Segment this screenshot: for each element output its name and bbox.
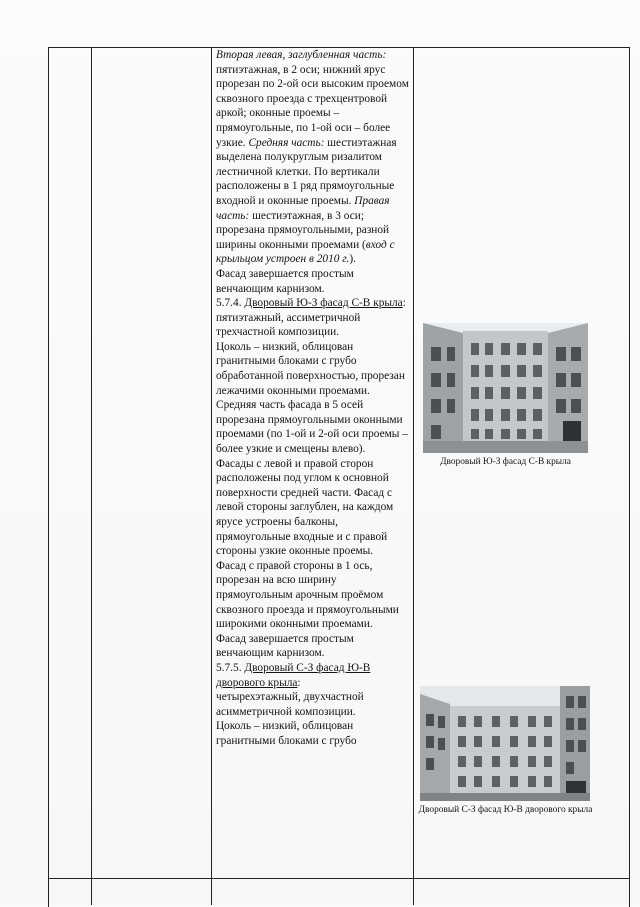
facade-photo-1-image	[423, 323, 588, 453]
photo-cell-1	[418, 323, 593, 468]
photo-caption-2: Дворовый С-З фасад Ю-В дворового крыла	[418, 805, 593, 815]
paragraph-left-part	[216, 48, 411, 267]
text-middle-part: шестиэтажная выделена полукруглым ризалитом лестничной клетки. По вертикали расположены в 1 ряд прямоугольные входной и оконные проемы.	[216, 136, 397, 207]
paragraph-cornice: Фасад завершается простым венчающим карнизом.	[216, 267, 354, 295]
section-number: 5.7.4.	[216, 297, 242, 310]
text-right-part: шестиэтажная, в 3 оси; прорезана прямоугольными, разной ширины оконными проемами (	[216, 209, 390, 251]
section-title: Дворовый С-З фасад Ю-В дворового крыла	[216, 661, 371, 689]
paragraph: четырехэтажный, двухчастной асимметричной композиции.	[216, 691, 364, 718]
section-heading-5-7-5: 5.7.5. Дворовый С-З фасад Ю-В дворового крыла:	[216, 661, 371, 689]
section-number: 5.7.5.	[216, 661, 242, 674]
description-column	[216, 48, 411, 749]
facade-photo-2-image	[420, 686, 590, 801]
subheading-left-part: Вторая левая, заглубленная часть:	[216, 49, 387, 61]
column-divider-3	[413, 47, 414, 905]
section-title: Дворовый Ю-З фасад С-В крыла	[244, 297, 403, 310]
text-left-part: пятиэтажная, в 2 оси; нижний ярус прорезан по 2-ой оси высоким проемом сквозного проезда с трехцентровой аркой; оконные проемы – прямоугольные, по 1-ой оси – более узкие.	[216, 63, 409, 149]
column-divider-2	[211, 47, 212, 905]
photo-cell-2	[418, 686, 593, 816]
subheading-middle-part: Средняя часть:	[248, 136, 325, 149]
paragraph: Фасад завершается простым венчающим карнизом.	[216, 632, 354, 660]
paragraph: пятиэтажный, ассиметричной трехчастной композиции.	[216, 311, 361, 339]
text-right-part-end: ).	[349, 253, 357, 266]
paragraph: Фасады с левой и правой сторон расположены под углом к основной поверхности средней части. Фасад с левой стороны заглублен, на каждом ярусе устроены балконы, прямоугольные входные и с правой стороны узкие оконные проемы.	[216, 457, 394, 558]
facade-photo-2	[420, 686, 590, 801]
section-heading-5-7-4: 5.7.4. Дворовый Ю-З фасад С-В крыла:	[216, 297, 406, 310]
paragraph: Средняя часть фасада в 5 осей прорезана прямоугольными оконными проемами (по 1-ой и 2-ой оси проемы – более узкие и смещены влево).	[216, 399, 408, 456]
bottom-rule	[48, 878, 630, 879]
paragraph: Цоколь – низкий, облицован гранитными блоками с грубо обработанной поверхностью, прорезан лежачими оконными проемами.	[216, 340, 405, 397]
photo-caption-1: Дворовый Ю-З фасад С-В крыла	[440, 457, 571, 467]
facade-photo-1	[423, 323, 588, 453]
subheading-right-part: Правая часть:	[216, 194, 390, 222]
paragraph: Фасад с правой стороны в 1 ось, прорезан на всю ширину прямоугольным арочным проёмом сквозного проезда и прямоугольными широкими оконными проемами.	[216, 559, 399, 631]
column-divider-1	[91, 47, 92, 905]
note-entrance: вход с крыльцом устроен в 2010 г.	[216, 238, 395, 266]
paragraph: Цоколь – низкий, облицован гранитными блоками с грубо	[216, 720, 357, 747]
